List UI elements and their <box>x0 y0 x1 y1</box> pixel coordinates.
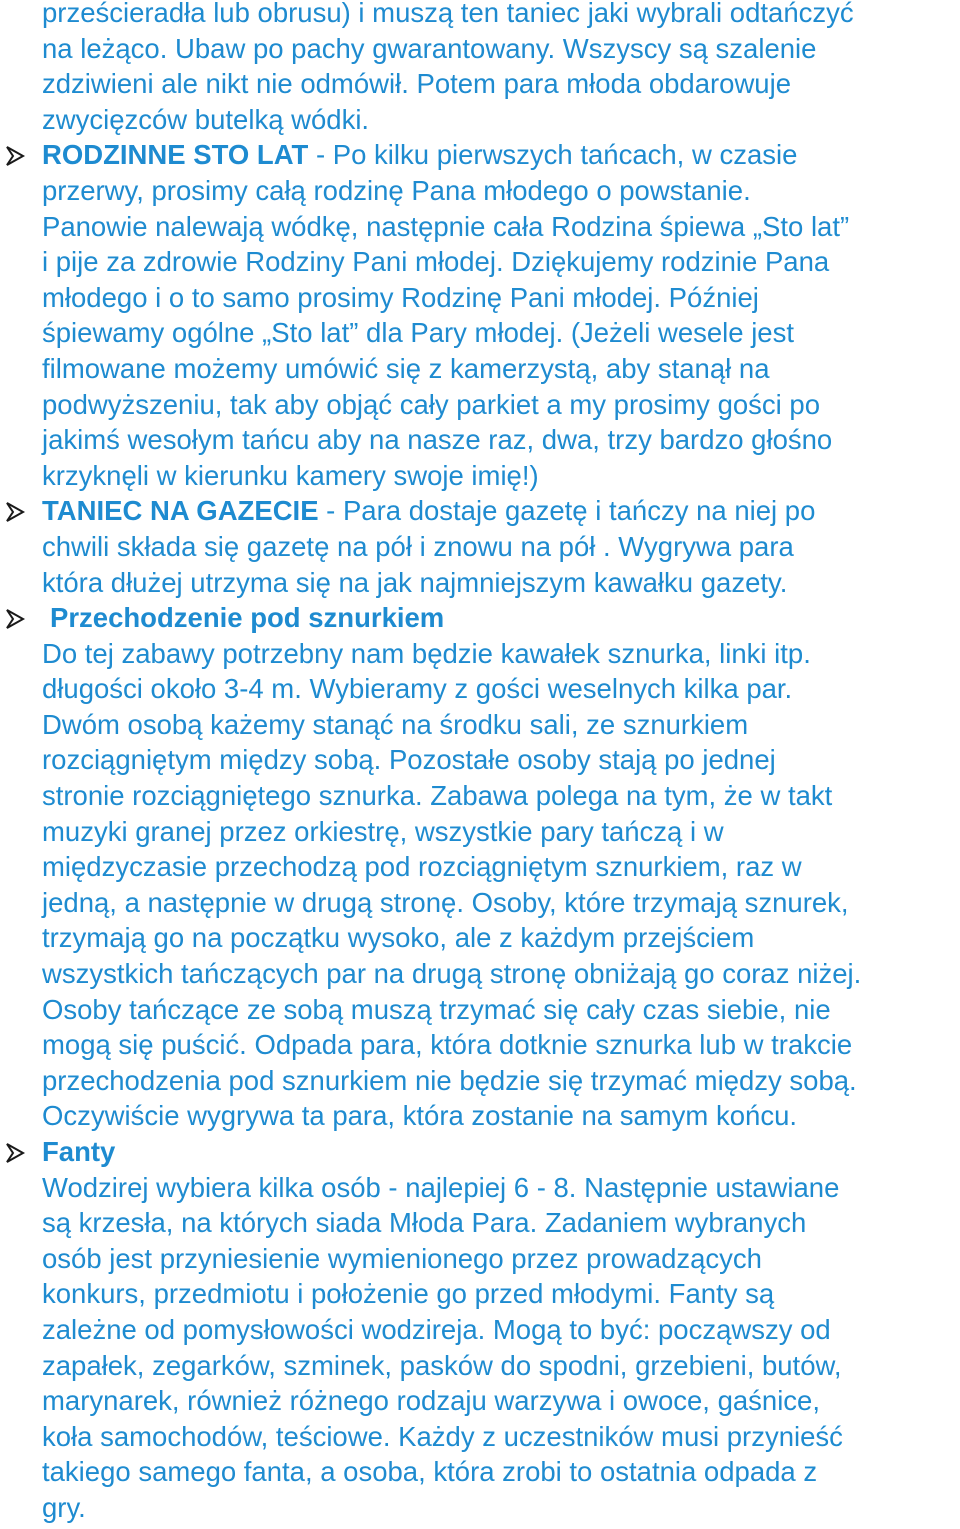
text-line: zdziwieni ale nikt nie odmówił. Potem para młoda obdarowuje <box>42 68 791 100</box>
list-item-first-line <box>0 1134 960 1170</box>
text-line: przechodzenia pod sznurkiem nie będzie się trzymać między sobą. <box>42 1064 857 1096</box>
text-line: Dwóm osobą każemy stanąć na środku sali, ze sznurkiem <box>42 708 749 740</box>
text-line: przerwy, prosimy całą rodzinę Pana młodego o powstanie. <box>42 174 751 206</box>
arrow-bullet-icon <box>4 501 26 523</box>
text-line: Do tej zabawy potrzebny nam będzie kawałek sznurka, linki itp. <box>42 637 811 669</box>
text-line: zależne od pomysłowości wodzireja. Mogą to być: począwszy od <box>42 1313 831 1345</box>
text-line: zwycięzców butelką wódki. <box>42 103 370 135</box>
item-heading: TANIEC NA GAZECIE <box>42 495 319 527</box>
text-line: podwyższeniu, tak aby objąć cały parkiet a my prosimy gości po <box>42 388 820 420</box>
text-line: koła samochodów, teściowe. Każdy z uczestników musi przynieść <box>42 1420 843 1452</box>
text-line: takiego samego fanta, a osoba, która zrobi to ostatnia odpada z <box>42 1456 818 1488</box>
text-line: młodego i o to samo prosimy Rodzinę Pani młodej. Później <box>42 281 759 313</box>
text-line: muzyki granej przez orkiestrę, wszystkie pary tańczą i w <box>42 815 724 847</box>
text-line: są krzesła, na których siada Młoda Para. Zadaniem wybranych <box>42 1207 807 1239</box>
text-line: długości około 3-4 m. Wybieramy z gości weselnych kilka par. <box>42 673 793 705</box>
item-heading: Fanty <box>42 1136 116 1167</box>
arrow-bullet-icon <box>4 1142 26 1164</box>
text-line: filmowane możemy umówić się z kamerzystą, aby stanął na <box>42 352 770 384</box>
text-line: rozciągniętym między sobą. Pozostałe osoby stają po jednej <box>42 744 776 776</box>
list-item-przechodzenie-pod-sznurkiem <box>0 600 960 1134</box>
paragraph-continuation <box>0 0 960 137</box>
text-line: i pije za zdrowie Rodziny Pani młodej. Dziękujemy rodzinie Pana <box>42 246 830 278</box>
list-item-first-line <box>0 493 960 529</box>
text-line: międzyczasie przechodzą pod rozciągniętym sznurkiem, raz w <box>42 851 802 883</box>
text-line: - Para dostaje gazetę i tańczy na niej po <box>318 495 816 527</box>
list-item-taniec-na-gazecie <box>0 493 960 600</box>
list-item-first-line <box>0 600 960 636</box>
text-line: marynarek, również różnego rodzaju warzywa i owoce, gaśnice, <box>42 1385 820 1417</box>
text-line: Panowie nalewają wódkę, następnie cała Rodzina śpiewa „Sto lat” <box>42 210 850 242</box>
text-line: - Po kilku pierwszych tańcach, w czasie <box>308 139 798 171</box>
list-item-fanty <box>0 1134 960 1526</box>
text-line: Oczywiście wygrywa ta para, która zostanie na samym końcu. <box>42 1100 798 1132</box>
text-line: na leżąco. Ubaw po pachy gwarantowany. Wszyscy są szalenie <box>42 32 817 64</box>
text-line: Wodzirej wybiera kilka osób - najlepiej 6 - 8. Następnie ustawiane <box>42 1171 840 1203</box>
text-line: jakimś wesołym tańcu aby na nasze raz, dwa, trzy bardzo głośno <box>42 424 833 456</box>
text-line: konkurs, przedmiotu i położenie go przed młodymi. Fanty są <box>42 1278 775 1310</box>
text-line: Osoby tańczące ze sobą muszą trzymać się cały czas siebie, nie <box>42 993 831 1025</box>
arrow-bullet-icon <box>4 145 26 167</box>
text-line: gry. <box>42 1491 86 1523</box>
text-line: śpiewamy ogólne „Sto lat” dla Pary młodej. (Jeżeli wesele jest <box>42 317 794 349</box>
text-line: wszystkich tańczących par na drugą stronę obniżają go coraz niżej. <box>42 958 862 990</box>
list-item-rodzinne-sto-lat <box>0 137 960 493</box>
text-line: mogą się puścić. Odpada para, która dotknie sznurka lub w trakcie <box>42 1029 853 1061</box>
item-heading: RODZINNE STO LAT <box>42 139 309 171</box>
text-line: osób jest przyniesienie wymienionego przez prowadzących <box>42 1242 762 1274</box>
list-item-first-line <box>0 137 960 173</box>
text-line: zapałek, zegarków, szminek, pasków do spodni, grzebieni, butów, <box>42 1349 842 1381</box>
text-line: która dłużej utrzyma się na jak najmniejszym kawałku gazety. <box>42 566 788 598</box>
text-line: jedną, a następnie w drugą stronę. Osoby, które trzymają sznurek, <box>42 886 849 918</box>
text-line: krzyknęli w kierunku kamery swoje imię!) <box>42 459 539 491</box>
text-line: chwili składa się gazetę na pół i znowu na pół . Wygrywa para <box>42 530 794 562</box>
arrow-bullet-icon <box>4 608 26 630</box>
text-line: trzymają go na początku wysoko, ale z każdym przejściem <box>42 922 755 954</box>
item-heading: Przechodzenie pod sznurkiem <box>50 602 445 634</box>
text-line: stronie rozciągniętego sznurka. Zabawa polega na tym, że w takt <box>42 780 833 812</box>
text-line: prześcieradła lub obrusu) i muszą ten taniec jaki wybrali odtańczyć <box>42 0 854 28</box>
